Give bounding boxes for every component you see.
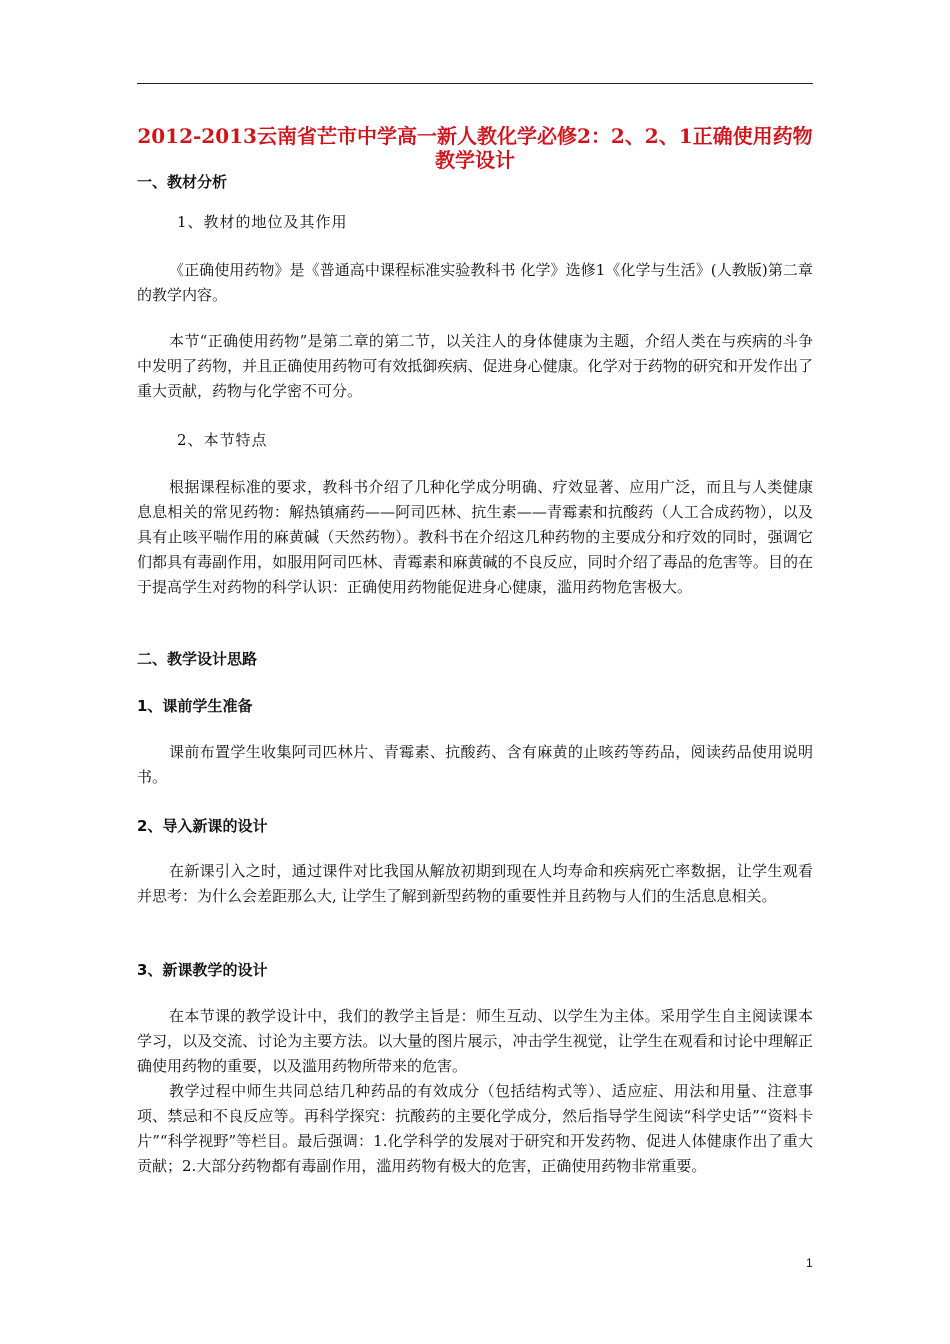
paragraph-2-2: 在新课引入之时，通过课件对比我国从解放初期到现在人均寿命和疾病死亡率数据，让学生观看并思考：为什么会差距那么大, 让学生了解到新型药物的重要性并且药物与人们的生活息息相关。 — [137, 862, 813, 905]
document-title: 2012-2013云南省芒市中学高一新人教化学必修2：2、2、1正确使用药物教学设计 — [137, 124, 813, 172]
section-heading-2: 二、教学设计思路 — [137, 650, 258, 668]
subheading-2-1: 1、课前学生准备 — [137, 697, 253, 715]
paragraph-1-3: 根据课程标准的要求，教科书介绍了几种化学成分明确、疗效显著、应用广泛，而且与人类健康息息相关的常见药物：解热镇痛药——阿司匹林、抗生素——青霉素和抗酸药（人工合成药物），以及具有止咳平喘作用的麻黄碱（天然药物）。教科书在介绍这几种药物的主要成分和疗效的同时，强调它们都具有毒副作用，如服用阿司匹林、青霉素和麻黄碱的不良反应，同时介绍了毒品的危害等。目的在于提高学生对药物的科学认识：正确使用药物能促进身心健康，滥用药物危害极大。 — [137, 478, 813, 596]
paragraph-2-4: 教学过程中师生共同总结几种药品的有效成分（包括结构式等）、适应症、用法和用量、注意事项、禁忌和不良反应等。再科学探究：抗酸药的主要化学成分，然后指导学生阅读“科学史话”“资料卡片”“科学视野”等栏目。最后强调：1.化学科学的发展对于研究和开发药物、促进人体健康作出了重大贡献；2.大部分药物都有毒副作用，滥用药物有极大的危害，正确使用药物非常重要。 — [137, 1082, 813, 1175]
paragraph-2-1: 课前布置学生收集阿司匹林片、青霉素、抗酸药、含有麻黄的止咳药等药品，阅读药品使用说明书。 — [137, 743, 813, 786]
paragraph-2-3: 在本节课的教学设计中，我们的教学主旨是：师生互动、以学生为主体。采用学生自主阅读课本学习，以及交流、讨论为主要方法。以大量的图片展示，冲击学生视觉，让学生在观看和讨论中理解正确使用药物的重要，以及滥用药物所带来的危害。 — [137, 1007, 813, 1075]
paragraph-1-2: 本节“正确使用药物”是第二章的第二节，以关注人的身体健康为主题，介绍人类在与疾病的斗争中发明了药物，并且正确使用药物可有效抵御疾病、促进身心健康。化学对于药物的研究和开发作出了重大贡献，药物与化学密不可分。 — [137, 332, 813, 400]
subheading-1-1: 1、教材的地位及其作用 — [177, 213, 348, 231]
subheading-2-2: 2、导入新课的设计 — [137, 817, 268, 835]
header-rule — [137, 83, 813, 84]
subheading-1-2: 2、本节特点 — [177, 431, 268, 449]
page-number: 1 — [806, 1256, 813, 1270]
section-heading-1: 一、教材分析 — [137, 173, 228, 191]
paragraph-1-1: 《正确使用药物》是《普通高中课程标准实验教科书 化学》选修1《化学与生活》(人教版)第二章的教学内容。 — [137, 261, 813, 304]
subheading-2-3: 3、新课教学的设计 — [137, 961, 268, 979]
